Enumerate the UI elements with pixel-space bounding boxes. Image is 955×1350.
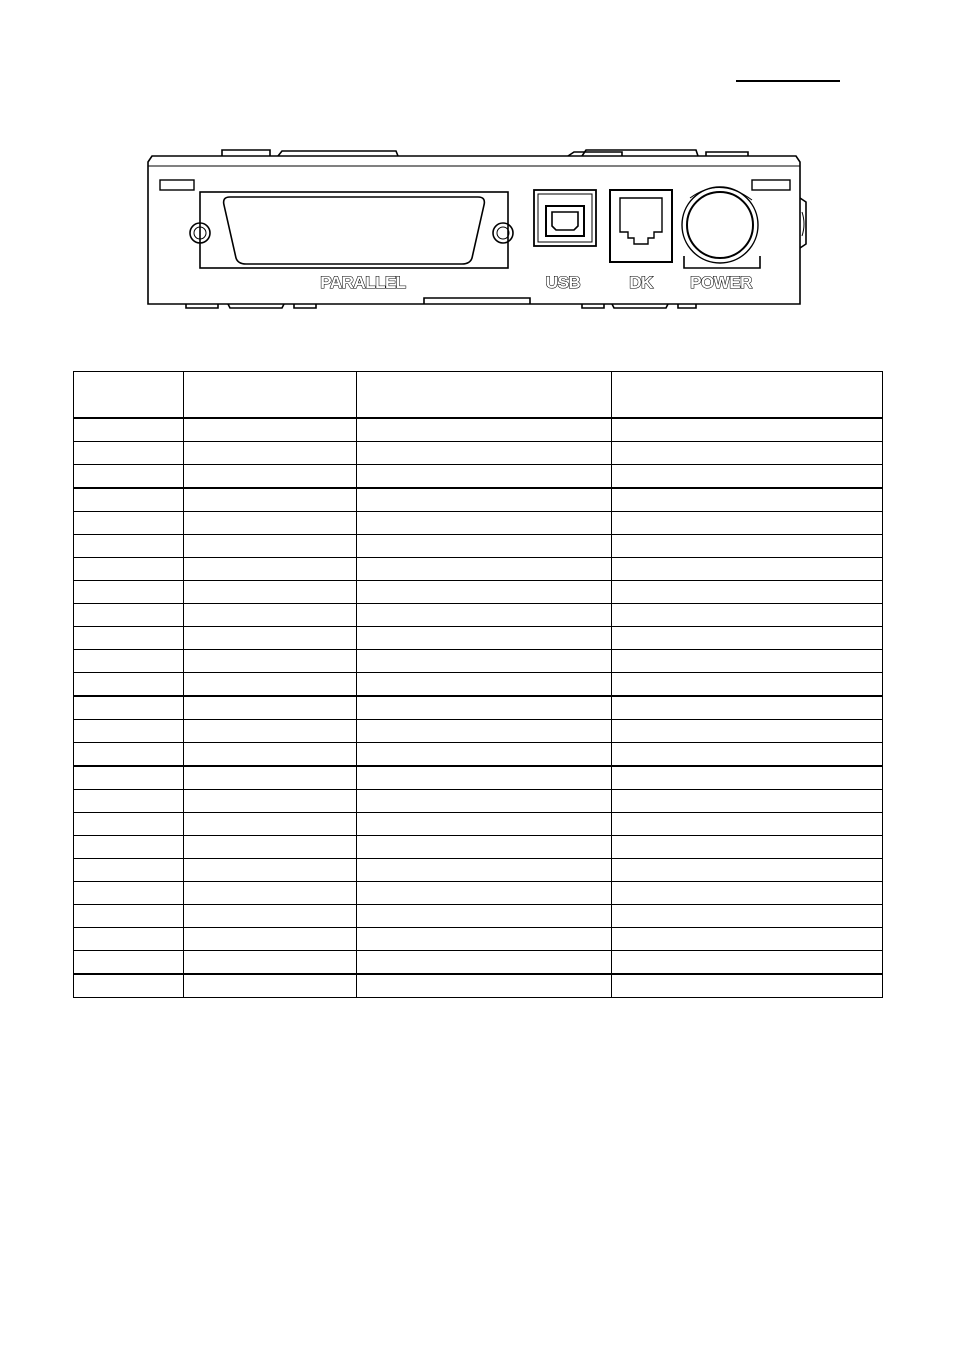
- table-cell: [357, 974, 612, 998]
- table-cell: [612, 581, 883, 604]
- table-cell: [184, 558, 357, 581]
- header-cell-4: [612, 372, 883, 419]
- rear-panel-drawing: [140, 145, 820, 315]
- table-row: [74, 696, 883, 720]
- table-row: [74, 650, 883, 673]
- table-cell: [357, 535, 612, 558]
- dk-jack: [620, 198, 662, 244]
- table-cell: [357, 418, 612, 442]
- table-cell: [74, 859, 184, 882]
- table-cell: [184, 859, 357, 882]
- table-cell: [612, 650, 883, 673]
- table-cell: [74, 905, 184, 928]
- table-cell: [184, 442, 357, 465]
- table-cell: [184, 581, 357, 604]
- table-cell: [612, 720, 883, 743]
- table-cell: [612, 488, 883, 512]
- table-cell: [357, 627, 612, 650]
- table-cell: [74, 512, 184, 535]
- table-cell: [74, 418, 184, 442]
- table-row: [74, 627, 883, 650]
- side-tab: [800, 198, 806, 248]
- table-cell: [357, 673, 612, 697]
- table-cell: [184, 951, 357, 975]
- table-cell: [612, 766, 883, 790]
- table-cell: [184, 766, 357, 790]
- table-cell: [184, 743, 357, 767]
- table-cell: [612, 743, 883, 767]
- table-cell: [357, 766, 612, 790]
- table-cell: [184, 790, 357, 813]
- table-cell: [74, 882, 184, 905]
- table-cell: [74, 696, 184, 720]
- table-cell: [357, 790, 612, 813]
- table-cell: [74, 790, 184, 813]
- table-cell: [184, 928, 357, 951]
- table-row: [74, 836, 883, 859]
- usb-housing: [534, 190, 596, 246]
- bottom-recess: [424, 298, 530, 304]
- table-cell: [184, 627, 357, 650]
- table-cell: [74, 974, 184, 998]
- parallel-screw-right: [493, 223, 513, 243]
- rear-panel-figure: [140, 145, 820, 315]
- table-cell: [184, 535, 357, 558]
- table-cell: [612, 604, 883, 627]
- table-cell: [612, 790, 883, 813]
- table-row: [74, 512, 883, 535]
- table-cell: [612, 905, 883, 928]
- table-cell: [74, 442, 184, 465]
- table-cell: [612, 535, 883, 558]
- table-cell: [74, 535, 184, 558]
- table-cell: [357, 951, 612, 975]
- table-cell: [612, 836, 883, 859]
- table-cell: [612, 558, 883, 581]
- power-jack: [687, 192, 753, 258]
- table-row: [74, 743, 883, 767]
- table-cell: [357, 442, 612, 465]
- top-clip-left: [222, 150, 270, 156]
- parallel-dsub: [224, 197, 485, 264]
- table-cell: [74, 558, 184, 581]
- power-label: POWER: [690, 273, 752, 292]
- table-cell: [357, 928, 612, 951]
- table-row: [74, 790, 883, 813]
- table-cell: [74, 627, 184, 650]
- table-cell: [74, 951, 184, 975]
- table-cell: [357, 488, 612, 512]
- table-cell: [357, 512, 612, 535]
- usb-label: USB: [545, 273, 581, 292]
- table-cell: [74, 650, 184, 673]
- table-cell: [74, 488, 184, 512]
- table-row: [74, 558, 883, 581]
- table-cell: [184, 650, 357, 673]
- parallel-plate: [200, 192, 508, 268]
- header-rule: [736, 80, 840, 82]
- table-cell: [357, 813, 612, 836]
- table-cell: [74, 743, 184, 767]
- table-row: [74, 859, 883, 882]
- table-cell: [184, 882, 357, 905]
- table-row: [74, 951, 883, 975]
- table-row: [74, 581, 883, 604]
- table-cell: [612, 418, 883, 442]
- table-cell: [357, 905, 612, 928]
- table-cell: [357, 882, 612, 905]
- table-cell: [612, 859, 883, 882]
- table-cell: [184, 673, 357, 697]
- table-row: [74, 928, 883, 951]
- table-row: [74, 813, 883, 836]
- table-row: [74, 882, 883, 905]
- slot-left: [160, 180, 194, 190]
- table-cell: [184, 836, 357, 859]
- header-cell-3: [357, 372, 612, 419]
- table-cell: [357, 581, 612, 604]
- table-cell: [184, 696, 357, 720]
- table-row: [74, 673, 883, 697]
- top-ridge-right: [582, 150, 698, 156]
- table-cell: [74, 928, 184, 951]
- table-cell: [357, 650, 612, 673]
- table-cell: [74, 720, 184, 743]
- dk-label: DK: [629, 273, 653, 292]
- table-cell: [612, 813, 883, 836]
- slot-right: [752, 180, 790, 190]
- table-row: [74, 418, 883, 442]
- table-cell: [357, 836, 612, 859]
- table-cell: [612, 882, 883, 905]
- table-cell: [74, 813, 184, 836]
- table-cell: [74, 766, 184, 790]
- table-cell: [74, 465, 184, 489]
- table-row: [74, 442, 883, 465]
- table-row: [74, 766, 883, 790]
- table-cell: [357, 696, 612, 720]
- table-cell: [184, 604, 357, 627]
- table-cell: [357, 743, 612, 767]
- table-cell: [612, 465, 883, 489]
- table-cell: [357, 720, 612, 743]
- table-cell: [612, 974, 883, 998]
- table-cell: [74, 581, 184, 604]
- table-cell: [184, 488, 357, 512]
- table-cell: [612, 442, 883, 465]
- table-cell: [184, 418, 357, 442]
- table-cell: [74, 673, 184, 697]
- table-body: [74, 418, 883, 998]
- table-cell: [612, 673, 883, 697]
- table-cell: [612, 951, 883, 975]
- table-cell: [74, 604, 184, 627]
- table-row: [74, 905, 883, 928]
- table-row: [74, 604, 883, 627]
- table-cell: [612, 928, 883, 951]
- table-cell: [612, 696, 883, 720]
- table-row: [74, 465, 883, 489]
- table-cell: [184, 813, 357, 836]
- table-cell: [357, 465, 612, 489]
- table-cell: [357, 604, 612, 627]
- parallel-label: PARALLEL: [320, 273, 406, 292]
- table-cell: [184, 720, 357, 743]
- table-cell: [357, 859, 612, 882]
- table-row: [74, 535, 883, 558]
- table-cell: [184, 465, 357, 489]
- table-cell: [612, 512, 883, 535]
- table-header-row: [74, 372, 883, 419]
- connector-pin-table: [73, 371, 883, 998]
- header-cell-2: [184, 372, 357, 419]
- table-row: [74, 974, 883, 998]
- table-cell: [357, 558, 612, 581]
- table-cell: [184, 974, 357, 998]
- table-cell: [184, 512, 357, 535]
- header-cell-1: [74, 372, 184, 419]
- power-jack-outer: [682, 187, 758, 263]
- table-cell: [74, 836, 184, 859]
- table-row: [74, 488, 883, 512]
- table-cell: [612, 627, 883, 650]
- table-row: [74, 720, 883, 743]
- table-cell: [184, 905, 357, 928]
